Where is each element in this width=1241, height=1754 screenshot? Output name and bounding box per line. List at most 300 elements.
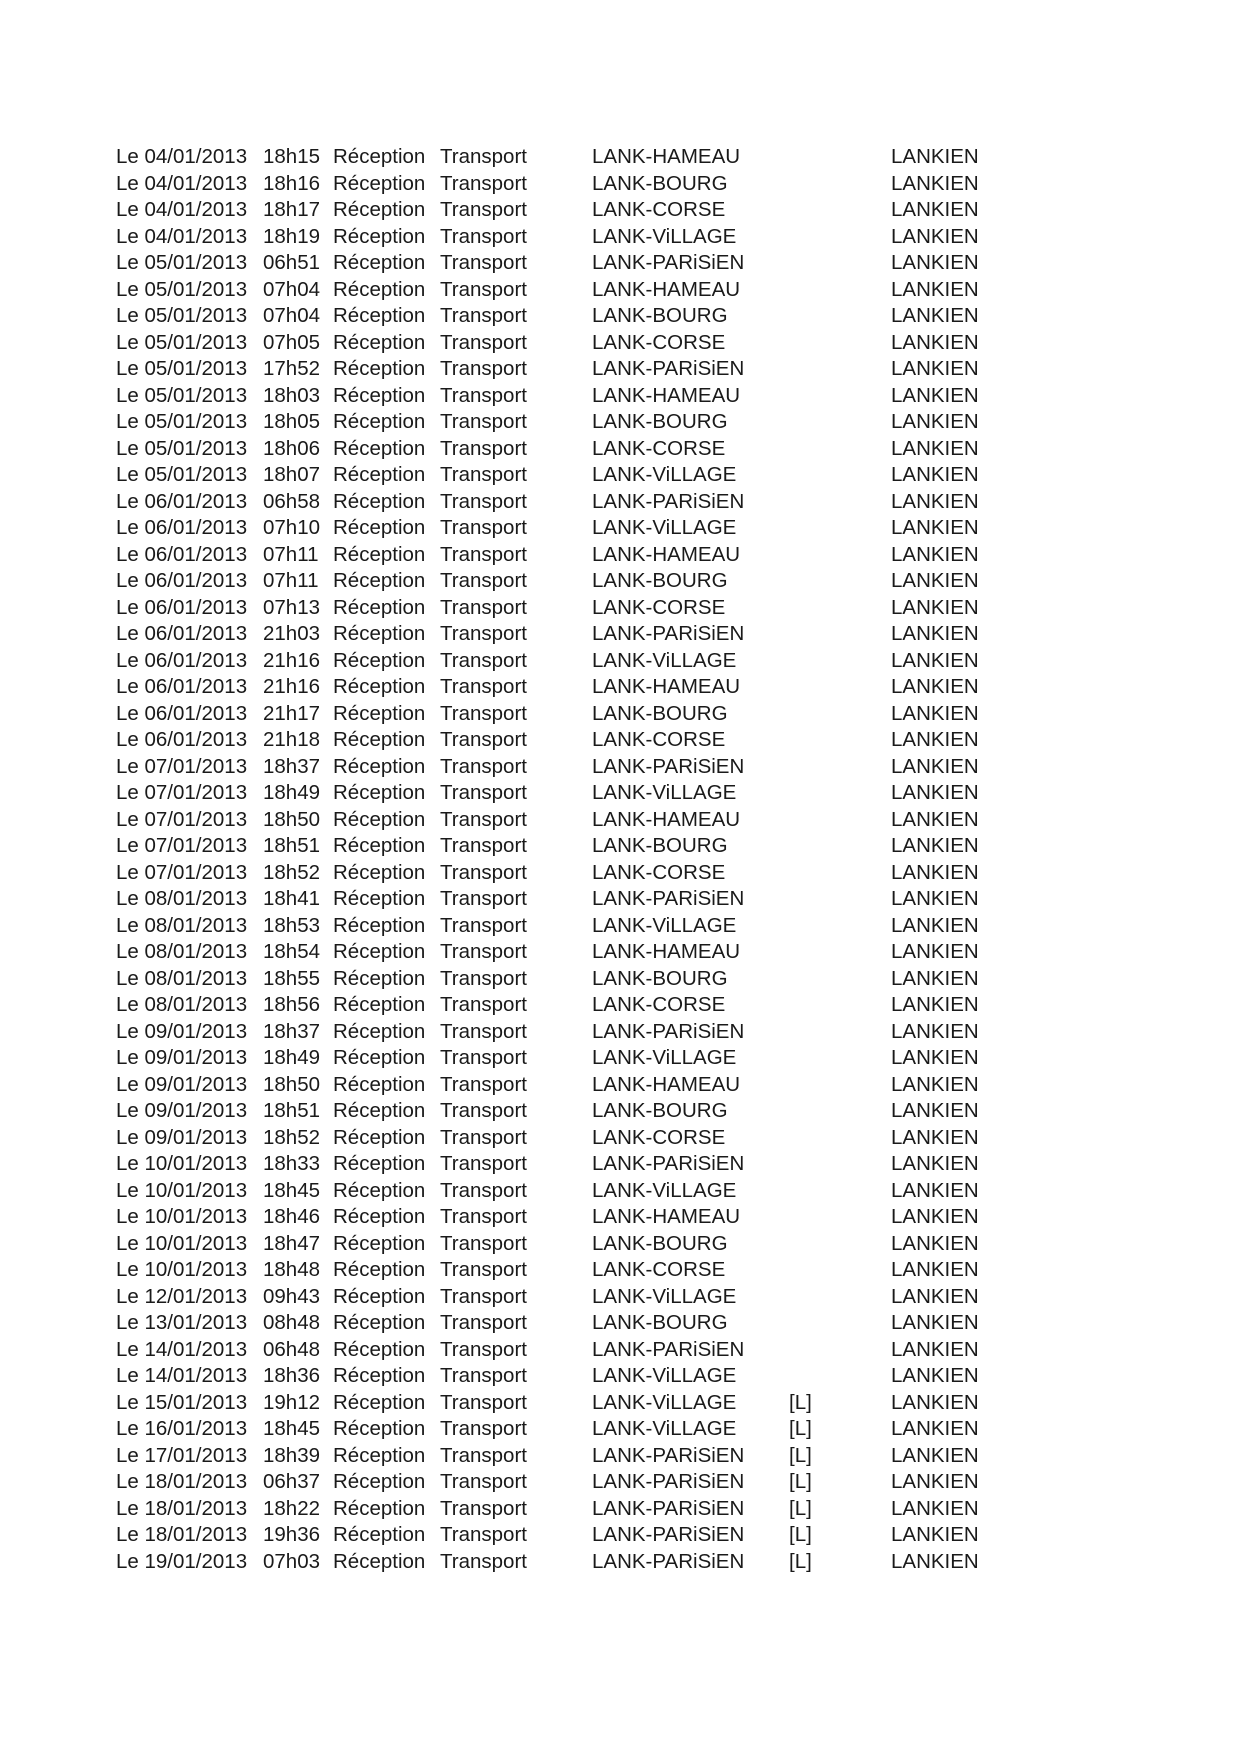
log-date: Le 06/01/2013: [116, 728, 248, 751]
log-type: Réception: [333, 622, 426, 645]
log-category: Transport: [440, 940, 527, 963]
log-destination: LANKIEN: [891, 145, 979, 168]
log-flag: [L]: [789, 1390, 812, 1414]
log-row: [0, 1019, 1241, 1046]
log-date: Le 04/01/2013: [116, 224, 248, 248]
log-destination: LANKIEN: [891, 410, 979, 433]
log-category: Transport: [440, 277, 527, 301]
log-row: [0, 250, 1241, 277]
log-source: LANK-HAMEAU: [592, 277, 741, 301]
log-time: 18h45: [263, 1178, 321, 1202]
log-date: Le 06/01/2013: [116, 516, 248, 539]
log-row: [0, 621, 1241, 648]
log-date: Le 10/01/2013: [116, 1231, 248, 1255]
log-source: LANK-CORSE: [592, 198, 726, 221]
log-type: Réception: [333, 966, 426, 990]
log-type: Réception: [333, 675, 426, 698]
log-category: Transport: [440, 1046, 527, 1069]
log-type: Réception: [333, 1178, 426, 1202]
log-type: Réception: [333, 1496, 426, 1520]
log-destination: LANKIEN: [891, 198, 979, 221]
log-destination: LANKIEN: [891, 251, 979, 274]
log-destination: LANKIEN: [891, 463, 979, 486]
log-source: LANK-ViLLAGE: [592, 1364, 737, 1387]
log-source: LANK-HAMEAU: [592, 807, 741, 831]
log-row: [0, 383, 1241, 410]
log-destination: LANKIEN: [891, 1390, 979, 1414]
log-row: [0, 1443, 1241, 1470]
log-category: Transport: [440, 436, 527, 460]
log-time: 18h17: [263, 198, 321, 221]
log-type: Réception: [333, 887, 426, 910]
log-category: Transport: [440, 1470, 527, 1493]
log-row: [0, 1125, 1241, 1152]
log-type: Réception: [333, 1523, 426, 1546]
log-destination: LANKIEN: [891, 1443, 979, 1467]
log-date: Le 08/01/2013: [116, 913, 248, 937]
log-source: LANK-ViLLAGE: [592, 463, 737, 486]
log-source: LANK-BOURG: [592, 171, 728, 195]
log-row: [0, 595, 1241, 622]
log-type: Réception: [333, 569, 426, 592]
log-date: Le 07/01/2013: [116, 860, 248, 884]
log-date: Le 13/01/2013: [116, 1311, 248, 1334]
log-category: Transport: [440, 1072, 527, 1096]
log-destination: LANKIEN: [891, 1046, 979, 1069]
log-destination: LANKIEN: [891, 701, 979, 725]
log-time: 07h13: [263, 595, 321, 619]
log-type: Réception: [333, 701, 426, 725]
log-type: Réception: [333, 993, 426, 1016]
log-row: [0, 1204, 1241, 1231]
log-time: 18h33: [263, 1152, 321, 1175]
log-category: Transport: [440, 463, 527, 486]
log-category: Transport: [440, 595, 527, 619]
log-date: Le 07/01/2013: [116, 754, 248, 778]
log-category: Transport: [440, 198, 527, 221]
log-date: Le 06/01/2013: [116, 489, 248, 513]
log-time: 07h03: [263, 1549, 321, 1573]
log-source: LANK-BOURG: [592, 966, 728, 990]
log-row: [0, 648, 1241, 675]
log-row: [0, 1178, 1241, 1205]
log-time: 18h16: [263, 171, 321, 195]
log-row: [0, 1231, 1241, 1258]
log-source: LANK-ViLLAGE: [592, 516, 737, 539]
log-destination: LANKIEN: [891, 569, 979, 592]
log-type: Réception: [333, 1152, 426, 1175]
log-source: LANK-PARiSiEN: [592, 754, 745, 778]
log-source: LANK-HAMEAU: [592, 1205, 741, 1228]
log-date: Le 08/01/2013: [116, 993, 248, 1016]
log-time: 21h17: [263, 701, 321, 725]
log-time: 21h18: [263, 728, 321, 751]
log-destination: LANKIEN: [891, 622, 979, 645]
log-row: [0, 542, 1241, 569]
log-time: 08h48: [263, 1311, 321, 1334]
log-row: [0, 1416, 1241, 1443]
log-time: 18h51: [263, 1099, 321, 1122]
log-category: Transport: [440, 1364, 527, 1387]
log-type: Réception: [333, 304, 426, 327]
log-type: Réception: [333, 913, 426, 937]
log-flag: [L]: [789, 1417, 812, 1440]
log-row: [0, 674, 1241, 701]
log-category: Transport: [440, 1390, 527, 1414]
log-source: LANK-PARiSiEN: [592, 1337, 745, 1361]
log-destination: LANKIEN: [891, 1496, 979, 1520]
log-source: LANK-BOURG: [592, 569, 728, 592]
log-row: [0, 1363, 1241, 1390]
log-destination: LANKIEN: [891, 1549, 979, 1573]
log-source: LANK-HAMEAU: [592, 1072, 741, 1096]
log-source: LANK-ViLLAGE: [592, 648, 737, 672]
log-date: Le 17/01/2013: [116, 1443, 248, 1467]
log-category: Transport: [440, 171, 527, 195]
log-time: 19h36: [263, 1523, 321, 1546]
log-time: 18h47: [263, 1231, 321, 1255]
log-type: Réception: [333, 1125, 426, 1149]
log-destination: LANKIEN: [891, 781, 979, 804]
log-type: Réception: [333, 489, 426, 513]
log-category: Transport: [440, 224, 527, 248]
log-row: [0, 1522, 1241, 1549]
log-time: 18h03: [263, 383, 321, 407]
log-source: LANK-CORSE: [592, 330, 726, 354]
log-date: Le 10/01/2013: [116, 1178, 248, 1202]
log-destination: LANKIEN: [891, 1337, 979, 1361]
log-type: Réception: [333, 648, 426, 672]
log-date: Le 05/01/2013: [116, 463, 248, 486]
log-type: Réception: [333, 330, 426, 354]
log-source: LANK-PARiSiEN: [592, 1549, 745, 1573]
log-destination: LANKIEN: [891, 1284, 979, 1308]
log-date: Le 15/01/2013: [116, 1390, 248, 1414]
log-destination: LANKIEN: [891, 754, 979, 778]
log-time: 18h05: [263, 410, 321, 433]
log-row: [0, 1496, 1241, 1523]
log-category: Transport: [440, 330, 527, 354]
log-time: 18h49: [263, 1046, 321, 1069]
log-row: [0, 515, 1241, 542]
log-date: Le 09/01/2013: [116, 1125, 248, 1149]
log-time: 09h43: [263, 1284, 321, 1308]
log-row: [0, 701, 1241, 728]
log-row: [0, 727, 1241, 754]
log-time: 18h53: [263, 913, 321, 937]
log-row: [0, 754, 1241, 781]
log-source: LANK-PARiSiEN: [592, 887, 745, 910]
log-row: [0, 992, 1241, 1019]
log-row: [0, 197, 1241, 224]
log-source: LANK-CORSE: [592, 595, 726, 619]
log-date: Le 06/01/2013: [116, 542, 248, 566]
log-date: Le 06/01/2013: [116, 569, 248, 592]
log-category: Transport: [440, 1231, 527, 1255]
log-type: Réception: [333, 940, 426, 963]
log-destination: LANKIEN: [891, 993, 979, 1016]
log-source: LANK-HAMEAU: [592, 145, 741, 168]
log-category: Transport: [440, 383, 527, 407]
log-destination: LANKIEN: [891, 277, 979, 301]
log-date: Le 16/01/2013: [116, 1417, 248, 1440]
log-time: 07h04: [263, 277, 321, 301]
log-date: Le 08/01/2013: [116, 887, 248, 910]
log-time: 18h37: [263, 754, 321, 778]
log-date: Le 18/01/2013: [116, 1496, 248, 1520]
log-type: Réception: [333, 860, 426, 884]
log-row: [0, 1045, 1241, 1072]
log-source: LANK-ViLLAGE: [592, 1284, 737, 1308]
log-category: Transport: [440, 913, 527, 937]
log-source: LANK-ViLLAGE: [592, 1046, 737, 1069]
log-row: [0, 171, 1241, 198]
log-destination: LANKIEN: [891, 940, 979, 963]
log-date: Le 05/01/2013: [116, 251, 248, 274]
log-type: Réception: [333, 834, 426, 857]
log-row: [0, 277, 1241, 304]
log-date: Le 06/01/2013: [116, 701, 248, 725]
log-date: Le 05/01/2013: [116, 277, 248, 301]
log-type: Réception: [333, 436, 426, 460]
log-source: LANK-CORSE: [592, 1125, 726, 1149]
log-flag: [L]: [789, 1470, 812, 1493]
log-time: 18h55: [263, 966, 321, 990]
log-row: [0, 833, 1241, 860]
log-time: 06h58: [263, 489, 321, 513]
log-type: Réception: [333, 198, 426, 221]
log-source: LANK-BOURG: [592, 304, 728, 327]
log-destination: LANKIEN: [891, 1099, 979, 1122]
log-row: [0, 568, 1241, 595]
log-source: LANK-ViLLAGE: [592, 224, 737, 248]
log-time: 18h52: [263, 860, 321, 884]
log-time: 07h11: [263, 542, 319, 566]
log-type: Réception: [333, 1205, 426, 1228]
log-date: Le 18/01/2013: [116, 1523, 248, 1546]
log-destination: LANKIEN: [891, 860, 979, 884]
log-type: Réception: [333, 595, 426, 619]
log-type: Réception: [333, 277, 426, 301]
log-type: Réception: [333, 542, 426, 566]
log-category: Transport: [440, 781, 527, 804]
log-time: 18h37: [263, 1019, 321, 1043]
log-type: Réception: [333, 410, 426, 433]
log-date: Le 05/01/2013: [116, 330, 248, 354]
log-date: Le 05/01/2013: [116, 410, 248, 433]
log-type: Réception: [333, 807, 426, 831]
log-row: [0, 807, 1241, 834]
log-time: 18h50: [263, 807, 321, 831]
log-date: Le 07/01/2013: [116, 807, 248, 831]
log-destination: LANKIEN: [891, 436, 979, 460]
log-date: Le 18/01/2013: [116, 1470, 248, 1493]
log-category: Transport: [440, 648, 527, 672]
transport-log: [0, 144, 1241, 1575]
log-category: Transport: [440, 1311, 527, 1334]
log-time: 18h46: [263, 1205, 321, 1228]
log-date: Le 19/01/2013: [116, 1549, 248, 1573]
log-category: Transport: [440, 410, 527, 433]
log-destination: LANKIEN: [891, 1470, 979, 1493]
log-row: [0, 1284, 1241, 1311]
log-row: [0, 1337, 1241, 1364]
log-category: Transport: [440, 1443, 527, 1467]
log-row: [0, 303, 1241, 330]
log-row: [0, 436, 1241, 463]
log-flag: [L]: [789, 1443, 812, 1467]
log-date: Le 10/01/2013: [116, 1152, 248, 1175]
log-source: LANK-ViLLAGE: [592, 1390, 737, 1414]
log-time: 07h11: [263, 569, 319, 592]
log-destination: LANKIEN: [891, 1231, 979, 1255]
log-category: Transport: [440, 1496, 527, 1520]
log-category: Transport: [440, 1523, 527, 1546]
log-time: 18h54: [263, 940, 321, 963]
log-category: Transport: [440, 834, 527, 857]
log-time: 06h48: [263, 1337, 321, 1361]
log-date: Le 09/01/2013: [116, 1019, 248, 1043]
log-destination: LANKIEN: [891, 648, 979, 672]
log-destination: LANKIEN: [891, 383, 979, 407]
log-date: Le 05/01/2013: [116, 383, 248, 407]
log-source: LANK-HAMEAU: [592, 542, 741, 566]
log-type: Réception: [333, 1046, 426, 1069]
log-row: [0, 966, 1241, 993]
log-type: Réception: [333, 224, 426, 248]
log-row: [0, 913, 1241, 940]
log-source: LANK-PARiSiEN: [592, 1019, 745, 1043]
log-time: 18h22: [263, 1496, 321, 1520]
log-source: LANK-BOURG: [592, 701, 728, 725]
log-date: Le 10/01/2013: [116, 1205, 248, 1228]
log-row: [0, 1310, 1241, 1337]
log-row: [0, 1257, 1241, 1284]
log-category: Transport: [440, 357, 527, 380]
log-row: [0, 939, 1241, 966]
log-source: LANK-BOURG: [592, 834, 728, 857]
log-date: Le 14/01/2013: [116, 1337, 248, 1361]
log-category: Transport: [440, 966, 527, 990]
log-time: 19h12: [263, 1390, 321, 1414]
log-time: 18h49: [263, 781, 321, 804]
log-row: [0, 144, 1241, 171]
log-date: Le 06/01/2013: [116, 675, 248, 698]
log-type: Réception: [333, 516, 426, 539]
log-row: [0, 462, 1241, 489]
log-source: LANK-BOURG: [592, 410, 728, 433]
log-type: Réception: [333, 171, 426, 195]
log-category: Transport: [440, 622, 527, 645]
log-type: Réception: [333, 1364, 426, 1387]
log-date: Le 08/01/2013: [116, 940, 248, 963]
log-category: Transport: [440, 860, 527, 884]
log-row: [0, 356, 1241, 383]
log-destination: LANKIEN: [891, 728, 979, 751]
log-source: LANK-HAMEAU: [592, 383, 741, 407]
log-source: LANK-HAMEAU: [592, 675, 741, 698]
log-category: Transport: [440, 1284, 527, 1308]
log-time: 18h45: [263, 1417, 321, 1440]
log-row: [0, 886, 1241, 913]
log-category: Transport: [440, 887, 527, 910]
log-destination: LANKIEN: [891, 1364, 979, 1387]
log-destination: LANKIEN: [891, 224, 979, 248]
log-source: LANK-CORSE: [592, 1258, 726, 1281]
log-date: Le 14/01/2013: [116, 1364, 248, 1387]
log-destination: LANKIEN: [891, 887, 979, 910]
log-flag: [L]: [789, 1523, 812, 1546]
log-category: Transport: [440, 516, 527, 539]
log-type: Réception: [333, 1099, 426, 1122]
log-date: Le 04/01/2013: [116, 198, 248, 221]
log-destination: LANKIEN: [891, 1311, 979, 1334]
log-date: Le 10/01/2013: [116, 1258, 248, 1281]
log-date: Le 04/01/2013: [116, 171, 248, 195]
log-category: Transport: [440, 1337, 527, 1361]
log-type: Réception: [333, 1417, 426, 1440]
log-source: LANK-PARiSiEN: [592, 1523, 745, 1546]
log-destination: LANKIEN: [891, 595, 979, 619]
log-source: LANK-PARiSiEN: [592, 251, 745, 274]
log-date: Le 09/01/2013: [116, 1099, 248, 1122]
log-destination: LANKIEN: [891, 1152, 979, 1175]
log-date: Le 06/01/2013: [116, 622, 248, 645]
log-type: Réception: [333, 1549, 426, 1573]
log-category: Transport: [440, 251, 527, 274]
log-source: LANK-ViLLAGE: [592, 1178, 737, 1202]
log-category: Transport: [440, 145, 527, 168]
log-category: Transport: [440, 993, 527, 1016]
log-destination: LANKIEN: [891, 966, 979, 990]
log-time: 07h10: [263, 516, 321, 539]
log-time: 18h06: [263, 436, 321, 460]
log-source: LANK-HAMEAU: [592, 940, 741, 963]
log-category: Transport: [440, 304, 527, 327]
log-source: LANK-CORSE: [592, 728, 726, 751]
log-time: 07h04: [263, 304, 321, 327]
log-flag: [L]: [789, 1549, 812, 1573]
log-type: Réception: [333, 1443, 426, 1467]
log-source: LANK-PARiSiEN: [592, 357, 745, 380]
log-category: Transport: [440, 489, 527, 513]
log-time: 18h52: [263, 1125, 321, 1149]
log-time: 18h50: [263, 1072, 321, 1096]
log-time: 18h56: [263, 993, 321, 1016]
log-source: LANK-PARiSiEN: [592, 1443, 745, 1467]
log-type: Réception: [333, 728, 426, 751]
log-destination: LANKIEN: [891, 330, 979, 354]
log-source: LANK-CORSE: [592, 993, 726, 1016]
log-type: Réception: [333, 1390, 426, 1414]
log-date: Le 07/01/2013: [116, 781, 248, 804]
log-date: Le 09/01/2013: [116, 1046, 248, 1069]
log-destination: LANKIEN: [891, 1417, 979, 1440]
log-time: 18h19: [263, 224, 321, 248]
log-destination: LANKIEN: [891, 675, 979, 698]
log-date: Le 06/01/2013: [116, 595, 248, 619]
log-destination: LANKIEN: [891, 1125, 979, 1149]
log-destination: LANKIEN: [891, 834, 979, 857]
log-category: Transport: [440, 1549, 527, 1573]
log-category: Transport: [440, 675, 527, 698]
log-source: LANK-BOURG: [592, 1311, 728, 1334]
log-category: Transport: [440, 1019, 527, 1043]
log-category: Transport: [440, 1125, 527, 1149]
log-time: 18h36: [263, 1364, 321, 1387]
log-category: Transport: [440, 1178, 527, 1202]
log-time: 21h16: [263, 648, 321, 672]
